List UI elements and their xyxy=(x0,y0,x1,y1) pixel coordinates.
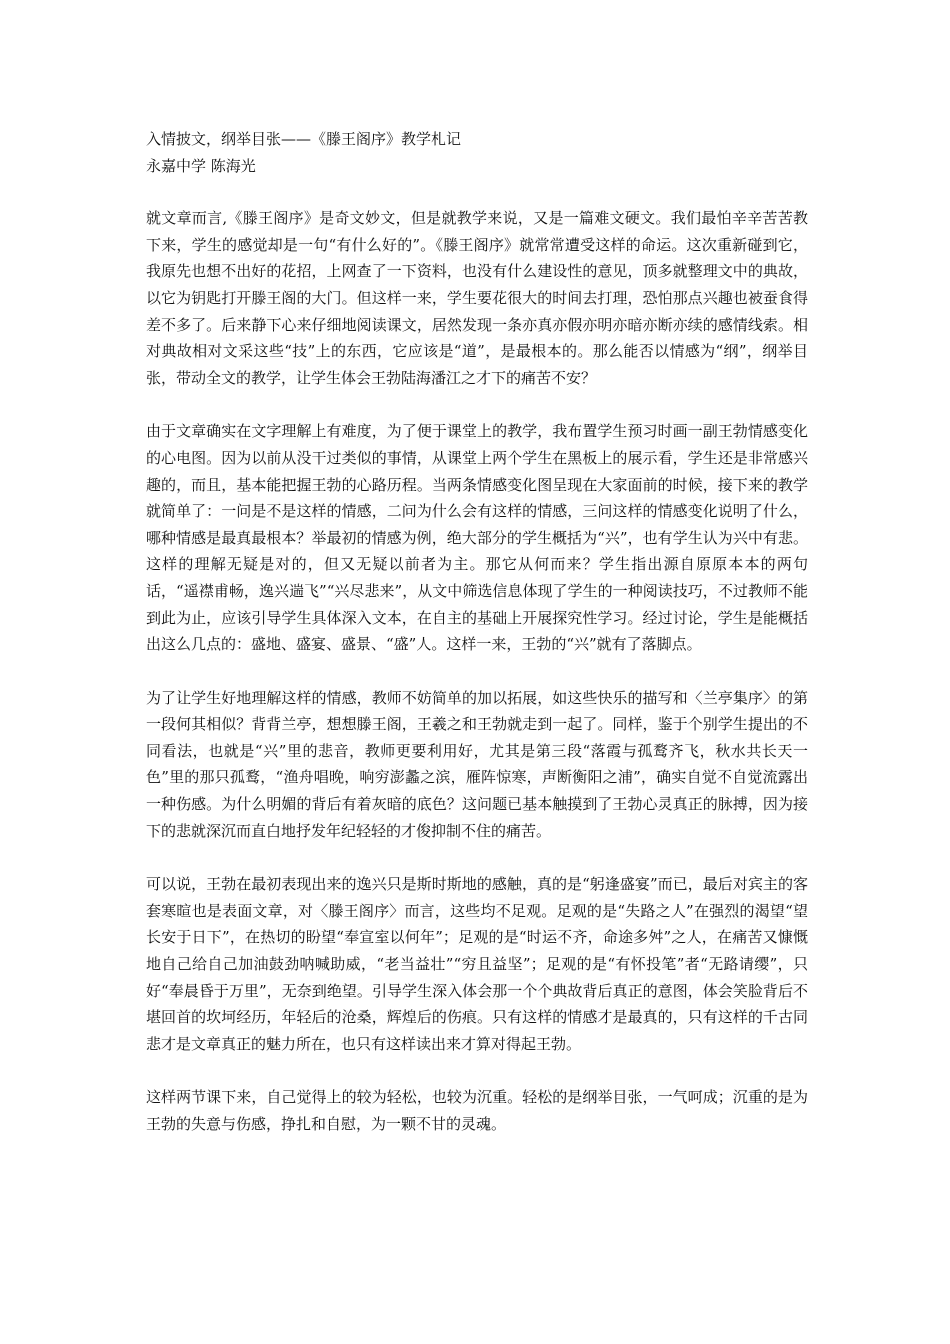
document-title: 入情披文，纲举目张——《滕王阁序》教学札记 xyxy=(146,130,462,148)
document-author: 永嘉中学 陈海光 xyxy=(146,156,256,175)
paragraph-5: 这样两节课下来，自己觉得上的较为轻松，也较为沉重。轻松的是纲举目张，一气呵成；沉重的是为王勃的失意与伤感，挣扎和自慰，为一颗不甘的灵魂。 xyxy=(146,1088,808,1133)
paragraph-2: 由于文章确实在文字理解上有难度，为了便于课堂上的教学，我布置学生预习时画一副王勃情感变化的心电图。因为以前从没干过类似的事情，从课堂上两个学生在黑板上的展示看，学生还是非常感兴趣的，而且，基本能把握王勃的心路历程。当两条情感变化图呈现在大家面前的时候，接下来的教学就简单了：一问是不是这样的情感，二问为什么会有这样的情感，三问这样的情感变化说明了什么，哪种情感是最真最根本？举最初的情感为例，绝大部分的学生概括为“兴”，也有学生认为兴中有悲。这样的理解无疑是对的，但又无疑以前者为主。那它从何而来？学生指出源自原原本本的两句话，“遥襟甫畅，逸兴遄飞”“兴尽悲来”，从文中筛选信息体现了学生的一种阅读技巧，不过教师不能到此为止，应该引导学生具体深入文本，在自主的基础上开展探究性学习。经过讨论，学生是能概括出这么几点的：盛地、盛宴、盛景、“盛”人。这样一来，王勃的“兴”就有了落脚点。 xyxy=(146,422,808,654)
paragraph-3: 为了让学生好地理解这样的情感，教师不妨简单的加以拓展，如这些快乐的描写和〈兰亭集序〉的第一段何其相似？背背兰亭，想想滕王阁，王羲之和王勃就走到一起了。同样，鉴于个别学生提出的不同看法，也就是“兴”里的悲音，教师更要利用好，尤其是第三段“落霞与孤鹜齐飞，秋水共长天一色”里的那只孤鹜，“渔舟唱晚，响穷澎蠡之滨，雁阵惊寒，声断衡阳之浦”，确实自觉不自觉流露出一种伤感。为什么明媚的背后有着灰暗的底色？这问题已基本触摸到了王勃心灵真正的脉搏，因为接下的悲就深沉而直白地抒发年纪轻轻的才俊抑制不住的痛苦。 xyxy=(146,688,808,840)
document-page xyxy=(146,126,808,1138)
spacer xyxy=(146,658,808,685)
spacer xyxy=(146,1057,808,1084)
spacer xyxy=(146,391,808,418)
paragraph-4: 可以说，王勃在最初表现出来的逸兴只是斯时斯地的感触，真的是“躬逢盛宴”而已，最后对宾主的客套寒暄也是表面文章，对〈滕王阁序〉而言，这些均不足观。足观的是“失路之人”在强烈的渴望“望长安于日下”，在热切的盼望“奉宣室以何年”；足观的是“时运不齐，命途多舛”之人，在痛苦又慷慨地自己给自己加油鼓劲呐喊助威，“老当益壮”“穷且益坚”；足观的是“有怀投笔”者“无路请缨”，只好“奉晨昏于万里”，无奈到绝望。引导学生深入体会那一个个典故背后真正的意图，体会笑脸背后不堪回首的坎坷经历，年轻后的沧桑，辉煌后的伤痕。只有这样的情感才是最真的，只有这样的千古同悲才是文章真正的魅力所在，也只有这样读出来才算对得起王勃。 xyxy=(146,875,808,1053)
paragraph-1: 就文章而言,《滕王阁序》是奇文妙文，但是就教学来说，又是一篇难文硬文。我们最怕辛辛苦苦教下来，学生的感觉却是一句“有什么好的”。《滕王阁序》就常常遭受这样的命运。这次重新碰到它，我原先也想不出好的花招，上网查了一下资料，也没有什么建设性的意见，顶多就整理文中的典故，以它为钥匙打开滕王阁的大门。但这样一来，学生要花很大的时间去打理，恐怕那点兴趣也被蚕食得差不多了。后来静下心来仔细地阅读课文，居然发现一条亦真亦假亦明亦暗亦断亦续的感情线索。相对典故相对文采这些“技”上的东西，它应该是“道”，是最根本的。那么能否以情感为“纲”，纲举目张，带动全文的教学，让学生体会王勃陆海潘江之才下的痛苦不安？ xyxy=(146,209,808,387)
spacer xyxy=(146,844,808,871)
spacer xyxy=(146,179,808,205)
